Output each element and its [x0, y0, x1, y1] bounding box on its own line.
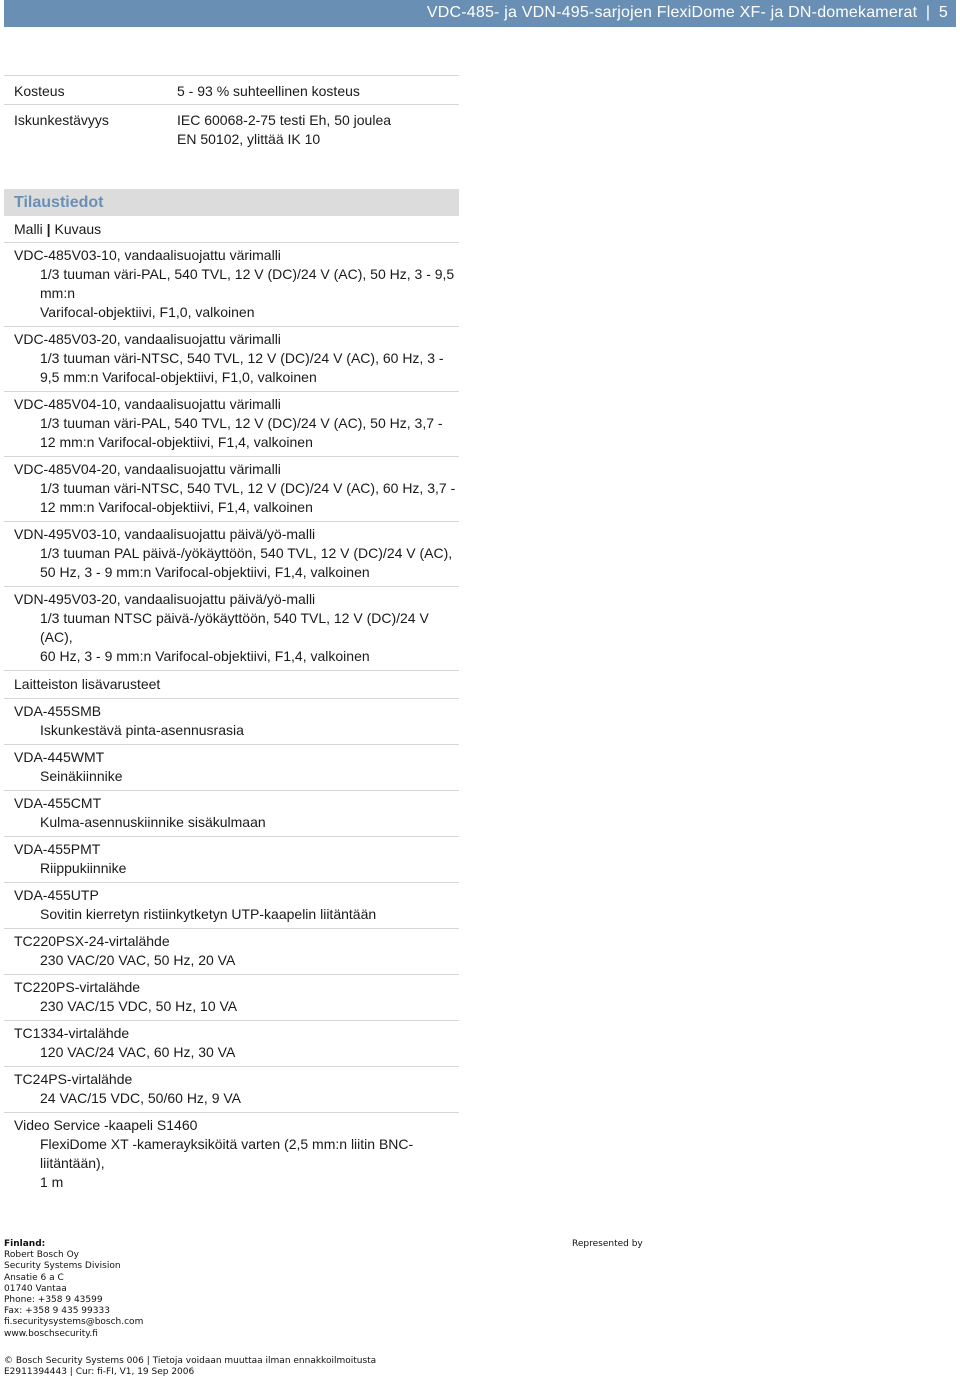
model-description [14, 609, 459, 666]
page-header [4, 0, 956, 27]
model-name: VDC-485V03-10, vandaalisuojattu värimalli [14, 247, 281, 263]
accessory-row [4, 837, 459, 882]
accessory-description [14, 1135, 459, 1192]
accessory-row [4, 1021, 459, 1066]
description-line: 12 mm:n Varifocal-objektiivi, F1,4, valkoinen [40, 434, 313, 450]
accessory-description: 120 VAC/24 VAC, 60 Hz, 30 VA [40, 1044, 236, 1060]
footer-legal [4, 1356, 376, 1378]
accessory-row [4, 791, 459, 836]
column-headers [4, 216, 459, 242]
spec-table [4, 75, 459, 149]
description-line: 50 Hz, 3 - 9 mm:n Varifocal-objektiivi, F1,4, valkoinen [40, 564, 370, 580]
model-description [14, 479, 459, 517]
model-name: VDC-485V04-20, vandaalisuojattu värimalli [14, 461, 281, 477]
section-title: Tilaustiedot [4, 189, 459, 216]
spec-value: 5 - 93 % suhteellinen kosteus [177, 83, 360, 99]
address-line: 01740 Vantaa [4, 1283, 67, 1294]
spec-row-humidity [4, 76, 459, 104]
accessory-description: 230 VAC/20 VAC, 50 Hz, 20 VA [40, 952, 236, 968]
accessory-description: Seinäkiinnike [40, 768, 123, 784]
description-line: 9,5 mm:n Varifocal-objektiivi, F1,0, valkoinen [40, 369, 317, 385]
model-description [14, 349, 459, 387]
model-row [4, 457, 459, 521]
accessory-name: TC220PSX-24-virtalähde [14, 933, 170, 949]
address-line: Ansatie 6 a C [4, 1272, 64, 1283]
spec-value [177, 111, 459, 149]
document-id: E2911394443 | Cur: fi-FI, V1, 19 Sep 2006 [4, 1367, 195, 1378]
accessory-row [4, 975, 459, 1020]
accessory-name: TC220PS-virtalähde [14, 979, 141, 995]
accessory-description: 24 VAC/15 VDC, 50/60 Hz, 9 VA [40, 1090, 242, 1106]
description-line: FlexiDome XT -kamerayksiköitä varten (2,5 mm:n liitin BNC-liitäntään), [40, 1136, 414, 1171]
accessory-name: VDA-445WMT [14, 749, 105, 765]
page-number: 5 [938, 4, 948, 21]
spec-value-line: IEC 60068-2-75 testi Eh, 50 joulea [177, 112, 392, 128]
accessory-row [4, 699, 459, 744]
spec-label: Iskunkestävyys [14, 112, 109, 128]
model-name: VDC-485V03-20, vandaalisuojattu värimalli [14, 331, 281, 347]
accessory-name: VDA-455PMT [14, 841, 101, 857]
phone: Phone: +358 9 43599 [4, 1295, 103, 1306]
accessory-row [4, 745, 459, 790]
page-separator: | [925, 4, 931, 21]
description-line: 1/3 tuuman väri-PAL, 540 TVL, 12 V (DC)/24 V (AC), 50 Hz, 3,7 - [40, 415, 443, 431]
model-name: VDN-495V03-20, vandaalisuojattu päivä/yö-malli [14, 591, 316, 607]
description-line: 1/3 tuuman väri-NTSC, 540 TVL, 12 V (DC)/24 V (AC), 60 Hz, 3 - [40, 350, 444, 366]
column-header-description: Kuvaus [54, 221, 102, 237]
represented-by: Represented by [572, 1239, 643, 1249]
description-line: Varifocal-objektiivi, F1,0, valkoinen [40, 304, 255, 320]
model-row [4, 243, 459, 326]
model-name: VDC-485V04-10, vandaalisuojattu värimalli [14, 396, 281, 412]
description-line: 1/3 tuuman NTSC päivä-/yökäyttöön, 540 TVL, 12 V (DC)/24 V (AC), [40, 610, 429, 645]
website-link[interactable]: www.boschsecurity.fi [4, 1328, 98, 1339]
description-line: 1/3 tuuman väri-NTSC, 540 TVL, 12 V (DC)/24 V (AC), 60 Hz, 3,7 - [40, 480, 456, 496]
spec-row-impact [4, 105, 459, 149]
column-header-separator: | [46, 221, 51, 237]
model-row [4, 392, 459, 456]
accessory-row [4, 1067, 459, 1112]
accessory-description: Riippukiinnike [40, 860, 127, 876]
accessory-description: Sovitin kierretyn ristiinkytketyn UTP-kaapelin liitäntään [40, 906, 377, 922]
accessory-description: Iskunkestävä pinta-asennusrasia [40, 722, 244, 738]
footer-country: Finland: [4, 1239, 46, 1249]
description-line: 1/3 tuuman PAL päivä-/yökäyttöön, 540 TVL, 12 V (DC)/24 V (AC), [40, 545, 453, 561]
accessory-name: TC24PS-virtalähde [14, 1071, 133, 1087]
accessory-name: VDA-455UTP [14, 887, 99, 903]
ordering-section [4, 189, 459, 1196]
contact-block [4, 1239, 143, 1340]
model-row [4, 522, 459, 586]
accessory-description: Kulma-asennuskiinnike sisäkulmaan [40, 814, 266, 830]
model-description [14, 414, 459, 452]
accessories-title: Laitteiston lisävarusteet [14, 676, 161, 692]
spec-value-line: EN 50102, ylittää IK 10 [177, 131, 321, 147]
model-row [4, 327, 459, 391]
header-title-line [427, 4, 948, 22]
description-line: 1/3 tuuman väri-PAL, 540 TVL, 12 V (DC)/24 V (AC), 50 Hz, 3 - 9,5 mm:n [40, 266, 455, 301]
fax: Fax: +358 9 435 99333 [4, 1306, 110, 1317]
address-line: Security Systems Division [4, 1261, 121, 1272]
model-description [14, 265, 459, 322]
accessory-name: VDA-455SMB [14, 703, 102, 719]
model-row [4, 587, 459, 670]
accessory-row [4, 1113, 459, 1196]
accessory-row [4, 883, 459, 928]
description-line: 60 Hz, 3 - 9 mm:n Varifocal-objektiivi, F1,4, valkoinen [40, 648, 370, 664]
spec-label: Kosteus [14, 83, 65, 99]
column-header-model: Malli [14, 221, 43, 237]
email-link[interactable]: fi.securitysystems@bosch.com [4, 1317, 144, 1328]
address-line: Robert Bosch Oy [4, 1250, 79, 1261]
accessory-description: 230 VAC/15 VDC, 50 Hz, 10 VA [40, 998, 238, 1014]
accessory-name: VDA-455CMT [14, 795, 102, 811]
copyright: © Bosch Security Systems 006 | Tietoja voidaan muuttaa ilman ennakkoilmoitusta [4, 1356, 377, 1366]
description-line: 1 m [40, 1174, 64, 1190]
model-description [14, 544, 459, 582]
accessory-name: Video Service -kaapeli S1460 [14, 1117, 198, 1133]
accessory-name: TC1334-virtalähde [14, 1025, 130, 1041]
accessory-row [4, 929, 459, 974]
model-name: VDN-495V03-10, vandaalisuojattu päivä/yö-malli [14, 526, 316, 542]
document-title: VDC-485- ja VDN-495-sarjojen FlexiDome XF- ja DN-domekamerat [426, 4, 918, 21]
description-line: 12 mm:n Varifocal-objektiivi, F1,4, valkoinen [40, 499, 313, 515]
